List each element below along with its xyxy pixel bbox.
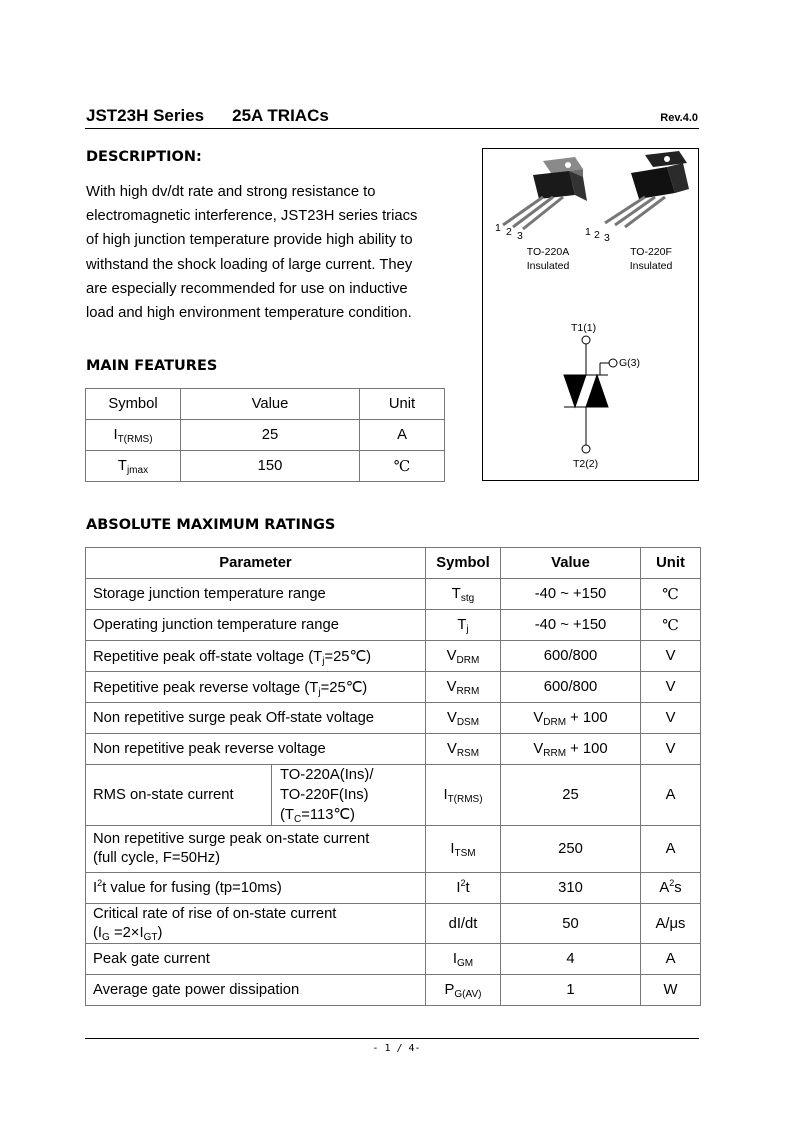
footer-divider (85, 1038, 699, 1039)
table-header-row (86, 389, 445, 420)
header-divider (85, 128, 699, 129)
to220a-package-icon (503, 157, 587, 229)
col-header-value: Value (501, 548, 641, 579)
table-row: Average gate power dissipation $P_{G(AV)}$ 1 W (86, 975, 701, 1006)
unit-cell: ℃ (360, 451, 445, 482)
terminal-t1-label: T1(1) (571, 322, 597, 334)
page-number: - 1 / 4- (372, 1043, 421, 1054)
description-title: DESCRIPTION: (86, 149, 202, 165)
col-header-symbol: Symbol (86, 389, 181, 420)
table-header-row (86, 548, 701, 579)
terminal-t2-label: T2(2) (573, 458, 599, 470)
to220a-pin-1: 1 (495, 222, 501, 234)
table-row: $I^2t$ value for fusing (tp=10ms) $I^2t$ 310 $A^2s$ (86, 873, 701, 904)
table-row (86, 451, 445, 482)
to220f-pin-1: 1 (585, 226, 591, 238)
main-features-table (85, 388, 445, 482)
table-row: Peak gate current $I_{GM}$ 4 A (86, 944, 701, 975)
to220f-label: TO-220F Insulated (629, 246, 673, 272)
description-text: With high dv/dt rate and strong resistance to electromagnetic interference, JST23H series triacs of high junction temperature provide high ability to withstand the shock loading of large current. They are especially recommended for use on inductive load and high environment temperature condition. (86, 184, 418, 322)
revision-label: Rev.4.0 (660, 112, 698, 124)
table-row: Non repetitive peak reverse voltage $V_{RSM}$ $V_{RRM} + 100$ V (86, 734, 701, 765)
to220f-package-icon (605, 151, 689, 227)
to220a-pin-2: 2 (506, 226, 512, 238)
to220a-pin-3: 3 (517, 230, 523, 242)
package-figure (482, 148, 699, 481)
ratings-table (85, 547, 701, 1006)
col-header-symbol: Symbol (426, 548, 501, 579)
package-condition-cell: TO-220A(Ins)/ TO-220F(Ins) $(T_C=113℃)$ (272, 765, 426, 826)
col-header-parameter: Parameter (86, 548, 426, 579)
ratings-title: ABSOLUTE MAXIMUM RATINGS (86, 517, 336, 533)
to220f-pin-3: 3 (604, 232, 610, 244)
value-cell: 25 (181, 420, 360, 451)
col-header-value: Value (181, 389, 360, 420)
symbol-cell: $T_{jmax}$ (86, 451, 181, 482)
product-title: 25A TRIACs (232, 106, 329, 125)
table-row: Operating junction temperature range $T_j$ -40 ~ +150 ℃ (86, 610, 701, 641)
to220f-pin-2: 2 (594, 229, 600, 241)
gate-label: G(3) (619, 357, 640, 369)
table-row: Storage junction temperature range $T_{stg}$ -40 ~ +150 ℃ (86, 579, 701, 610)
unit-cell: A (360, 420, 445, 451)
to220a-label: TO-220A Insulated (526, 246, 570, 272)
table-row: Critical rate of rise of on-state current $(I_G =2\times I_{GT})$ dI/dt 50 A/μs (86, 904, 701, 944)
table-row: RMS on-state current TO-220A(Ins)/ TO-220F(Ins) $(T_C=113℃)$ $I_{T(RMS)}$ 25 A (86, 765, 701, 826)
table-row (86, 420, 445, 451)
col-header-unit: Unit (641, 548, 701, 579)
value-cell: 150 (181, 451, 360, 482)
col-header-unit: Unit (360, 389, 445, 420)
main-features-title: MAIN FEATURES (86, 358, 218, 374)
triac-symbol-icon (564, 336, 617, 453)
table-row: Repetitive peak off-state voltage $(T_j=25℃)$ $V_{DRM}$ 600/800 V (86, 641, 701, 672)
table-row: Repetitive peak reverse voltage $(T_j=25℃)$ $V_{RRM}$ 600/800 V (86, 672, 701, 703)
table-row: Non repetitive surge peak on-state current (full cycle, F=50Hz) $I_{TSM}$ 250 A (86, 826, 701, 873)
document-header (86, 106, 329, 126)
package-illustration (483, 149, 698, 480)
table-row: Non repetitive surge peak Off-state voltage $V_{DSM}$ $V_{DRM} + 100$ V (86, 703, 701, 734)
series-title: JST23H Series (86, 106, 205, 125)
symbol-cell: $I_{T(RMS)}$ (86, 420, 181, 451)
